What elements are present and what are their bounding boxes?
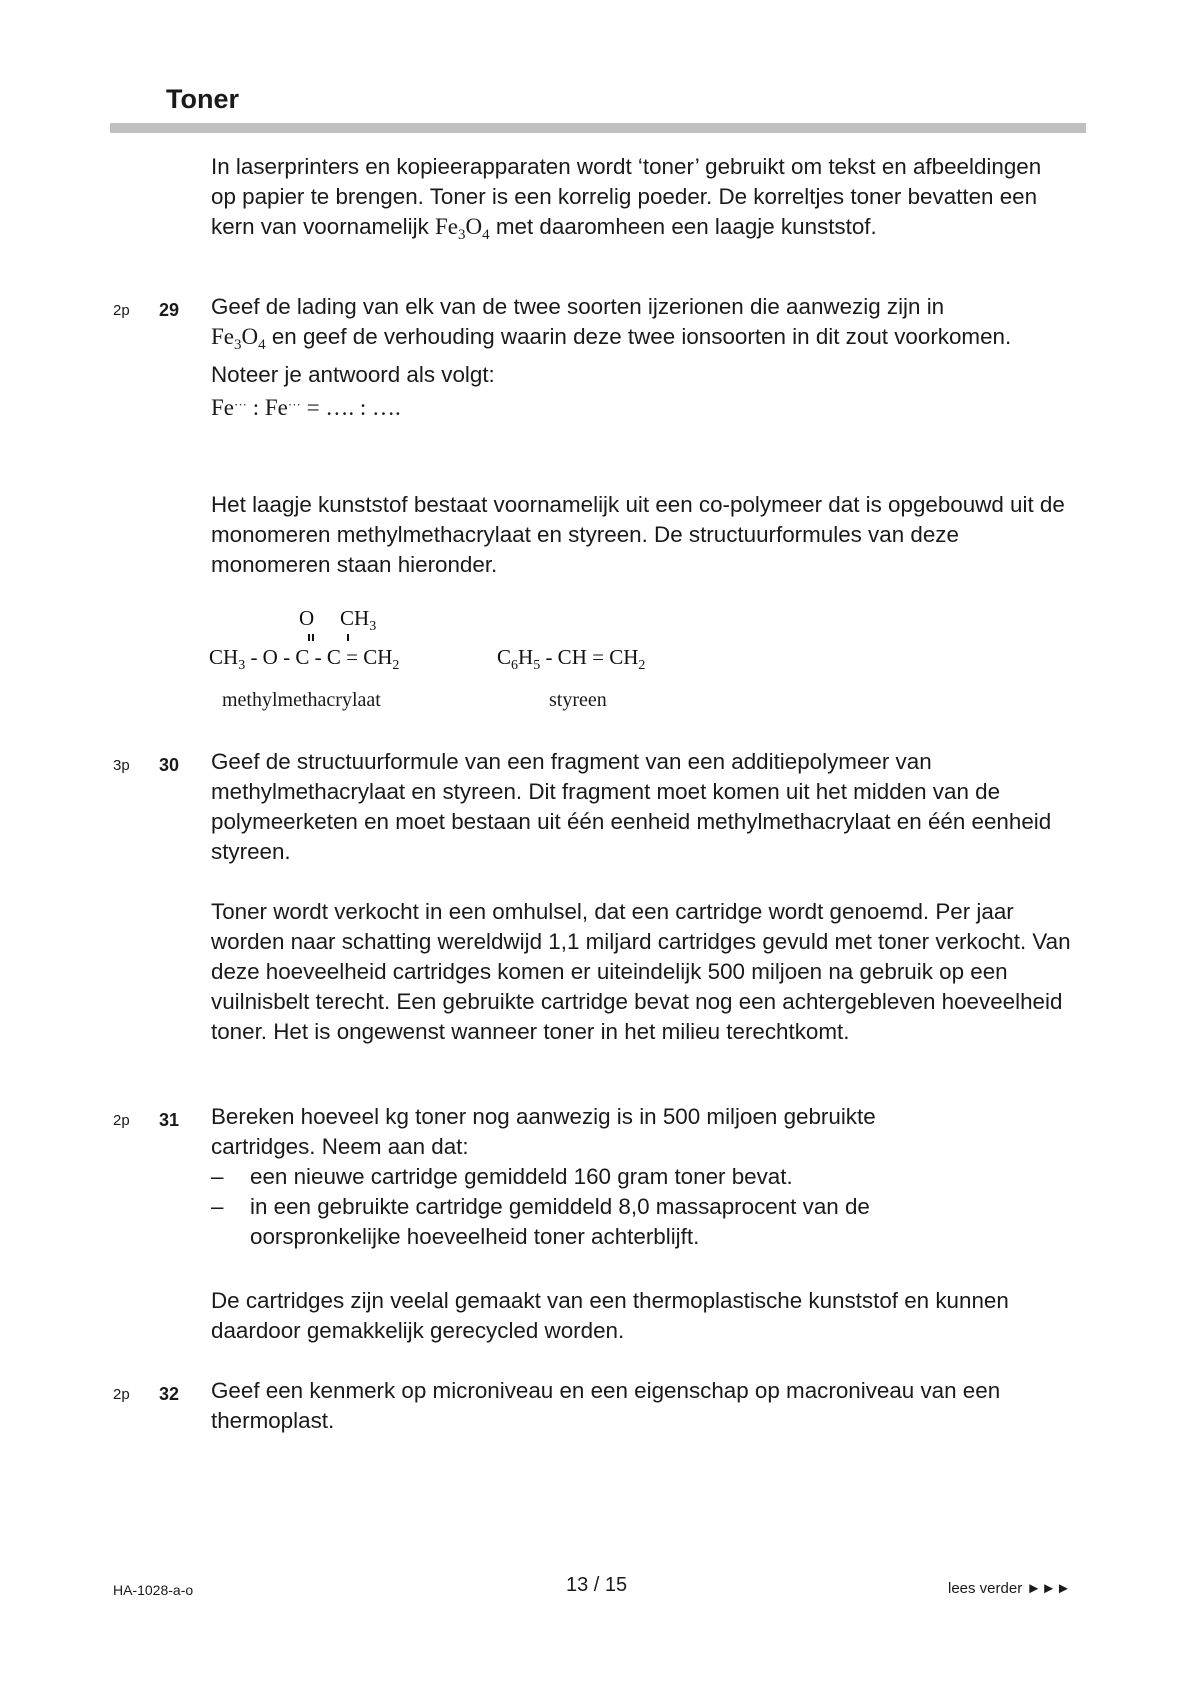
question-points: 2p: [113, 302, 130, 319]
mma-top-o: O: [299, 606, 315, 630]
copolymer-paragraph: Het laagje kunststof bestaat voornamelijk uit een co-polymeer dat is opgebouwd uit de monomeren methylmethacrylaat en styreen. De structuurformules van deze monomeren staan hieronder.: [211, 492, 1065, 577]
formula-fe3o4: $Fe_3O_4$: [435, 214, 490, 243]
section-title: Toner: [166, 84, 239, 114]
mma-label: methylmethacrylaat: [222, 689, 381, 711]
question-points: 2p: [113, 1112, 130, 1129]
continue-indicator: lees verder ►►►: [948, 1580, 1071, 1597]
question-points: 3p: [113, 757, 130, 774]
mma-top-ch3: $CH_3$: [340, 606, 377, 634]
cartridge-paragraph: Toner wordt verkocht in een omhulsel, dat een cartridge wordt genoemd. Per jaar worden naar schatting wereldwijd 1,1 miljard cartridges gevuld met toner verkocht. Van deze hoeveelheid cartridges komen er uiteindelijk 500 miljoen na gebruik op een vuilnisbelt terecht. Een gebruikte cartridge bevat nog een achtergebleven hoeveelheid toner. Het is ongewenst wanneer toner in het milieu terechtkomt.: [211, 899, 1071, 1044]
page-number: 13 / 15: [566, 1574, 628, 1596]
double-bond-mark: [308, 634, 310, 641]
assumption-item: – in een gebruikte cartridge gemiddeld 8,0 massaprocent van de oorspronkelijke hoeveelheid toner achterblijft.: [211, 1194, 870, 1249]
answer-format: Fe··· : Fe··· = …. : ….: [211, 395, 401, 420]
styrene-formula: $C_6H_5$ - CH = $CH_2$: [497, 645, 646, 673]
question-number: 31: [159, 1110, 180, 1130]
intro-text: In laserprinters en kopieerapparaten wordt ‘toner’ gebruikt om tekst en afbeeldingen op papier te brengen. Toner is een korrelig poeder. De korreltjes toner bevatten een kern van voornamelijk: [211, 154, 1042, 239]
formula-fe3o4: $Fe_3O_4$: [211, 324, 266, 353]
question-text: Geef de structuurformule van een fragment van een additiepolymeer van methylmethacrylaat en styreen. Dit fragment moet komen uit het midden van de polymeerketen en moet bestaan uit één eenheid methylmethacrylaat en één eenheid styreen.: [211, 749, 1052, 864]
styrene-label: styreen: [549, 689, 607, 711]
thermoplast-paragraph: De cartridges zijn veelal gemaakt van een thermoplastische kunststof en kunnen daardoor gemakkelijk gerecycled worden.: [211, 1288, 1009, 1343]
assumption-item: – een nieuwe cartridge gemiddeld 160 gram toner bevat.: [211, 1164, 793, 1189]
question-points: 2p: [113, 1386, 130, 1403]
question-text: Geef de lading van elk van de twee soorten ijzerionen die aanwezig zijn in $Fe_3O_4$ en geef de verhouding waarin deze twee ionsoorten in dit zout voorkomen. Noteer je antwoord als volgt: Fe··· : Fe··· = …. : ….: [211, 292, 1071, 423]
question-number: 30: [159, 755, 180, 775]
title-divider: [110, 123, 1086, 133]
mma-formula: $CH_3 - O - C - C = CH_2$: [209, 645, 400, 673]
question-number: 32: [159, 1384, 180, 1404]
question-text: Bereken hoeveel kg toner nog aanwezig is in 500 miljoen gebruikte cartridges. Neem aan dat: – een nieuwe cartridge gemiddeld 160 gram toner bevat. – in een gebruikte cartridge gemiddeld 8,0 massaprocent van de oorspronkelijke hoeveelheid toner achterblijft.: [211, 1102, 1071, 1252]
intro-paragraph: [211, 152, 1071, 250]
question-text: Geef een kenmerk op microniveau en een eigenschap op macroniveau van een thermoplast.: [211, 1378, 1001, 1433]
intro-text-end: met daaromheen een laagje kunststof.: [489, 214, 877, 239]
document-code: HA-1028-a-o: [113, 1582, 194, 1598]
question-number: 29: [159, 300, 180, 320]
single-bond-mark: [347, 634, 349, 641]
